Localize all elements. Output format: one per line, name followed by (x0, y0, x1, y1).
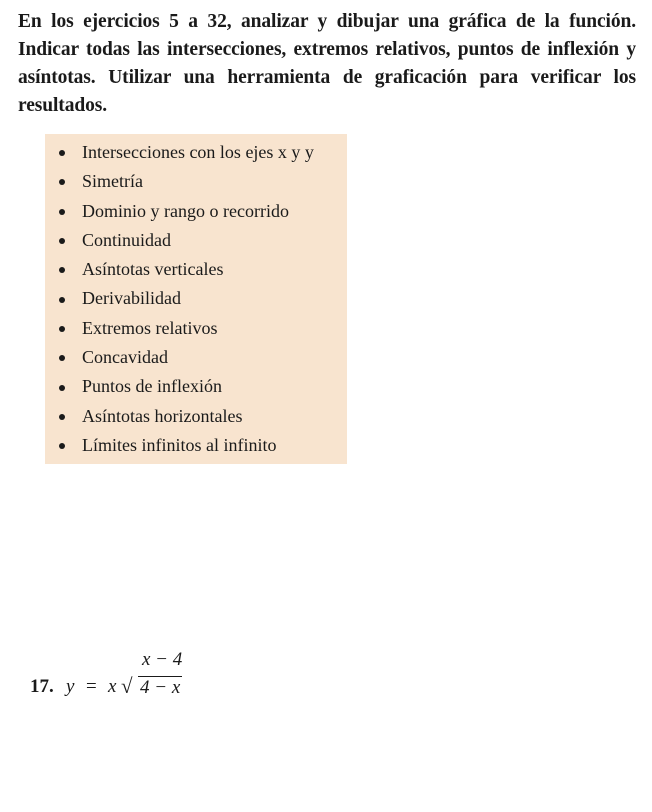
exercise-17 (30, 642, 330, 712)
checklist-item-label: Continuidad (82, 229, 171, 250)
equation-lhs: y (66, 676, 75, 697)
bullet-icon (59, 414, 65, 420)
checklist-item (45, 138, 347, 167)
bullet-icon (59, 326, 65, 332)
equation-factor: x (108, 676, 117, 697)
bullet-icon (59, 150, 65, 156)
checklist-item (45, 402, 347, 431)
stray-expression: x − 4 (142, 649, 183, 670)
bullet-icon (59, 297, 65, 303)
checklist-item-label: Puntos de inflexión (82, 376, 222, 397)
radicand: 4 − x (140, 677, 181, 698)
analysis-checklist (45, 138, 347, 460)
bullet-icon (59, 238, 65, 244)
exercise-instructions: En los ejercicios 5 a 32, analizar y dibujar una gráfica de la función. Indicar todas las intersecciones, extremos relativos, puntos de inflexión y asíntotas. Utilizar una herramienta de graficación para verificar los resultados. (18, 11, 636, 116)
checklist-item-label: Asíntotas verticales (82, 259, 224, 280)
checklist-item (45, 314, 347, 343)
checklist-item-label: Derivabilidad (82, 288, 181, 309)
bullet-icon (59, 267, 65, 273)
bullet-icon (59, 355, 65, 361)
checklist-item-label: Simetría (82, 171, 143, 192)
checklist-item (45, 255, 347, 284)
bullet-icon (59, 443, 65, 449)
exercise-number: 17. (30, 676, 54, 697)
checklist-item (45, 284, 347, 313)
radical-icon: √ (121, 674, 133, 698)
checklist-item-label: Extremos relativos (82, 317, 218, 338)
checklist-item (45, 167, 347, 196)
checklist-item-label: Concavidad (82, 347, 168, 368)
checklist-item (45, 372, 347, 401)
checklist-item-label: Intersecciones con los ejes x y y (82, 142, 314, 162)
equation-equals: = (86, 676, 97, 697)
checklist-item-label: Asíntotas horizontales (82, 405, 243, 426)
analysis-checklist-box (45, 134, 347, 464)
checklist-item (45, 431, 347, 460)
bullet-icon (59, 179, 65, 185)
bullet-icon (59, 385, 65, 391)
bullet-icon (59, 209, 65, 215)
checklist-item (45, 197, 347, 226)
checklist-item (45, 226, 347, 255)
checklist-item (45, 343, 347, 372)
checklist-item-label: Dominio y rango o recorrido (82, 200, 289, 221)
checklist-item-label: Límites infinitos al infinito (82, 434, 277, 455)
